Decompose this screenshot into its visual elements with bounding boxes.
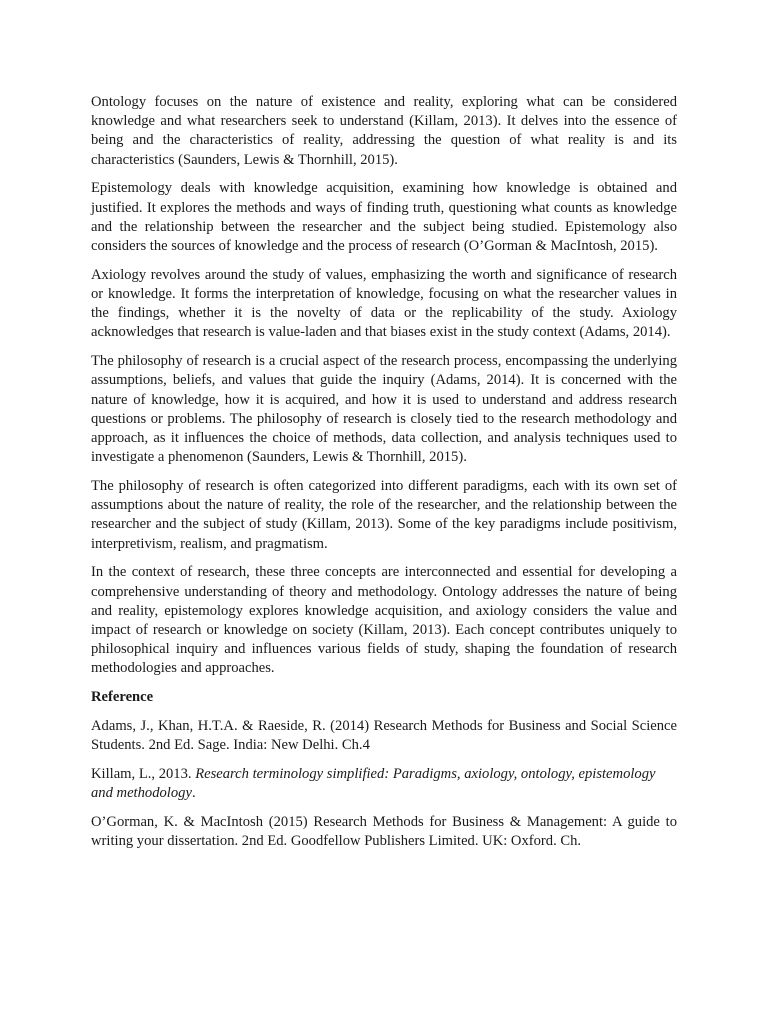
reference-killam xyxy=(91,765,677,803)
paragraph-conclusion: In the context of research, these three concepts are interconnected and essential for developing a comprehensive understanding of theory and methodology. Ontology addresses the nature of being and reality, epistemology explores knowledge acquisition, and axiology considers the value and impact of research or knowledge on society (Killam, 2013). Each concept contributes uniquely to philosophical inquiry and influences various fields of study, shaping the foundation of research methodologies and approaches. xyxy=(91,564,677,677)
paragraph-paradigms: The philosophy of research is often categorized into different paradigms, each with its own set of assumptions about the nature of reality, the role of the researcher, and the relationship between the researcher and the subject of study (Killam, 2013). Some of the key paradigms include positivism, interpretivism, realism, and pragmatism. xyxy=(91,478,677,552)
reference-heading: Reference xyxy=(91,689,154,706)
reference-ogorman: O’Gorman, K. & MacIntosh (2015) Research Methods for Business & Management: A guide to writing your dissertation. 2nd Ed. Goodfellow Publishers Limited. UK: Oxford. Ch. xyxy=(91,814,677,850)
reference-adams: Adams, J., Khan, H.T.A. & Raeside, R. (2014) Research Methods for Business and Social Science Students. 2nd Ed. Sage. India: New Delhi. Ch.4 xyxy=(91,718,677,754)
reference-killam-title: Research terminology simplified: Paradigms, axiology, ontology, epistemology and methodology xyxy=(91,766,656,802)
paragraph-axiology: Axiology revolves around the study of values, emphasizing the worth and significance of research or knowledge. It forms the interpretation of knowledge, focusing on what the researcher values in the findings, whether it is the novelty of data or the replicability of the study. Axiology acknowledges that research is value-laden and that biases exist in the study context (Adams, 2014). xyxy=(91,266,677,341)
reference-killam-author: Killam, L., 2013. xyxy=(91,766,196,783)
document-page xyxy=(91,93,677,861)
paragraph-ontology: Ontology focuses on the nature of existence and reality, exploring what can be considered knowledge and what researchers seek to understand (Killam, 2013). It delves into the essence of being and the characteristics of reality, addressing the question of what reality is and its characteristics (Saunders, Lewis & Thornhill, 2015). xyxy=(91,94,677,168)
paragraph-epistemology: Epistemology deals with knowledge acquisition, examining how knowledge is obtained and justified. It explores the methods and ways of finding truth, questioning what counts as knowledge and the relationship between the researcher and the subject being studied. Epistemology also considers the sources of knowledge and the process of research (O’Gorman & MacIntosh, 2015). xyxy=(91,180,677,255)
reference-killam-end: . xyxy=(191,785,196,802)
paragraph-philosophy-of-research: The philosophy of research is a crucial aspect of the research process, encompassing the underlying assumptions, beliefs, and values that guide the inquiry (Adams, 2014). It is concerned with the nature of knowledge, how it is acquired, and how it is used to understand and address research questions or problems. The philosophy of research is closely tied to the research methodology and approach, as it influences the choice of methods, data collection, and analysis techniques used to investigate a phenomenon (Saunders, Lewis & Thornhill, 2015). xyxy=(91,353,677,466)
